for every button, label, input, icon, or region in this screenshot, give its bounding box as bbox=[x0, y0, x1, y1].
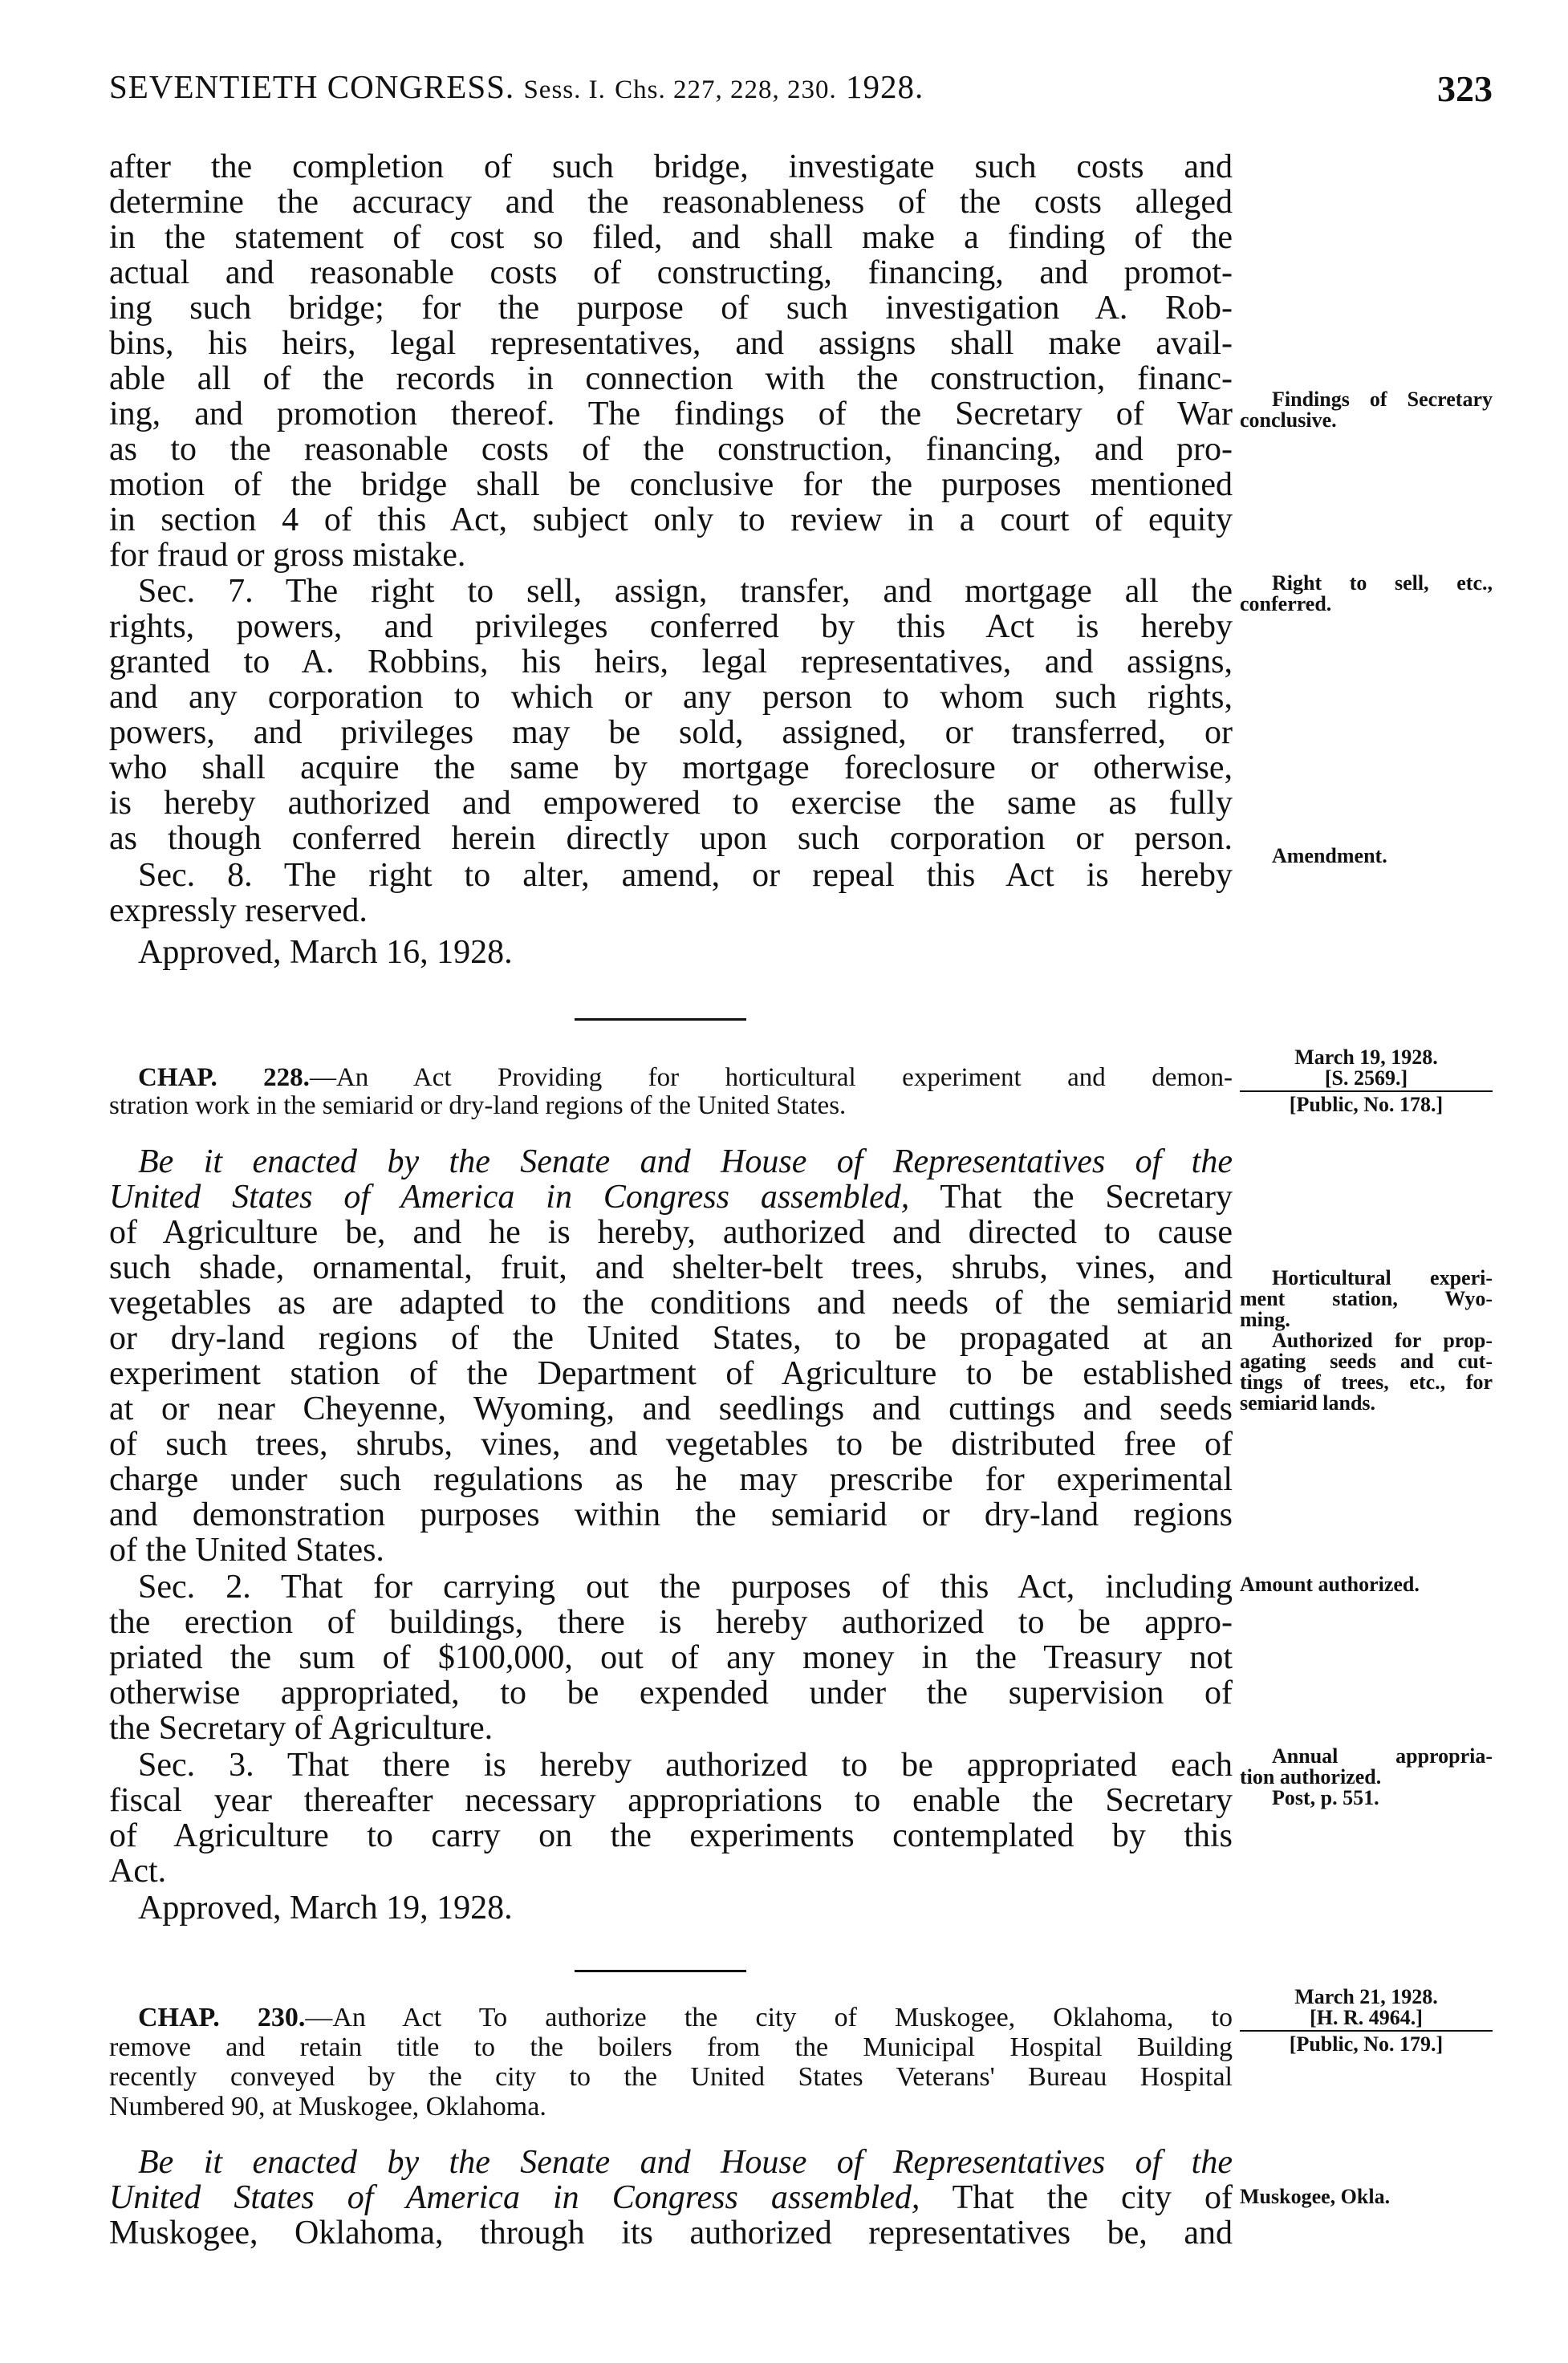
line-text: of such trees, shrubs, vines, and vegetables to be distributed free of bbox=[109, 1426, 1233, 1463]
text-line bbox=[109, 1321, 1233, 1356]
line-text: ing, and promotion thereof. The findings of the Secretary of War bbox=[109, 396, 1233, 432]
text-line bbox=[109, 2215, 1233, 2251]
text-line bbox=[109, 467, 1233, 502]
text-line bbox=[109, 1250, 1233, 1285]
line-text: Act. bbox=[109, 1853, 167, 1890]
text-line bbox=[109, 2032, 1233, 2062]
italic-text: Be it enacted by the Senate and House of Representatives of the bbox=[138, 2144, 1233, 2181]
line-text: and demonstration purposes within the semiarid or dry-land regions bbox=[109, 1496, 1233, 1533]
margin-note-line: ment station, Wyo- bbox=[1240, 1287, 1493, 1310]
text-line bbox=[109, 858, 1233, 893]
chapter-number: CHAP. 230. bbox=[138, 2003, 306, 2032]
margin-note-divider bbox=[1240, 1090, 1493, 1092]
margin-note-line: agating seeds and cut- bbox=[1240, 1350, 1493, 1373]
margin-note-line: Amendment. bbox=[1272, 844, 1387, 867]
paragraph-sec3 bbox=[109, 1748, 1233, 1889]
text-line bbox=[109, 1179, 1233, 1215]
text-line bbox=[109, 1569, 1233, 1605]
margin-note-annual bbox=[1240, 1746, 1493, 1809]
section-divider bbox=[575, 1970, 746, 1972]
margin-note-line: Amount authorized. bbox=[1240, 1573, 1420, 1596]
margin-note-horticultural bbox=[1240, 1268, 1493, 1414]
margin-note-divider bbox=[1240, 2030, 1493, 2032]
paragraph-approved1 bbox=[109, 935, 1233, 970]
line-text: recently conveyed by the city to the United States Veterans' Bureau Hospital bbox=[109, 2062, 1233, 2092]
text-line bbox=[109, 821, 1233, 856]
text-line bbox=[109, 1853, 1233, 1889]
text-line bbox=[109, 538, 1233, 573]
line-text: after the completion of such bridge, investigate such costs and bbox=[109, 148, 1233, 185]
line-text: such shade, ornamental, fruit, and shelter-belt trees, shrubs, vines, and bbox=[109, 1249, 1233, 1286]
text-line bbox=[109, 2062, 1233, 2092]
roman-text: That the Secretary bbox=[909, 1179, 1233, 1216]
line-text: experiment station of the Department of Agriculture to be established bbox=[109, 1355, 1233, 1392]
margin-note-line: Post, p. 551. bbox=[1272, 1786, 1379, 1809]
line-text: Sec. 2. That for carrying out the purposes of this Act, including bbox=[138, 1569, 1233, 1606]
text-line bbox=[109, 396, 1233, 432]
text-line bbox=[109, 1711, 1233, 1746]
line-text: remove and retain title to the boilers from the Municipal Hospital Building bbox=[109, 2032, 1233, 2062]
text-line bbox=[109, 2003, 1233, 2032]
paragraph-chap228 bbox=[109, 1064, 1233, 1120]
line-text: vegetables as are adapted to the conditions and needs of the semiarid bbox=[109, 1285, 1233, 1322]
text-line bbox=[109, 1427, 1233, 1462]
line-text: able all of the records in connection with the construction, financ- bbox=[109, 360, 1233, 397]
chapter-number: CHAP. 228. bbox=[138, 1063, 310, 1092]
paragraph-approved2 bbox=[109, 1890, 1233, 1926]
margin-note-line: tion authorized. bbox=[1240, 1765, 1382, 1788]
text-line bbox=[109, 680, 1233, 715]
roman-text: That the city of bbox=[920, 2179, 1233, 2216]
line-text: otherwise appropriated, to be expended under the supervision of bbox=[109, 1675, 1233, 1711]
line-text: CHAP. 228.—An Act Providing for horticultural experiment and demon- bbox=[138, 1063, 1233, 1092]
line-text: fiscal year thereafter necessary appropriations to enable the Secretary bbox=[109, 1782, 1233, 1819]
text-line bbox=[109, 644, 1233, 680]
italic-text: Be it enacted by the Senate and House of Representatives of the bbox=[138, 1143, 1233, 1180]
header-chapters: Chs. 227, 228, 230. bbox=[615, 75, 837, 104]
italic-text: United States of America in Congress assembled, bbox=[109, 2179, 920, 2216]
page-number: 323 bbox=[1437, 68, 1493, 109]
margin-note-date228 bbox=[1240, 1047, 1493, 1115]
line-text: the Secretary of Agriculture. bbox=[109, 1710, 494, 1747]
line-text: actual and reasonable costs of constructing, financing, and promot- bbox=[109, 254, 1233, 291]
line-text: charge under such regulations as he may prescribe for experimental bbox=[109, 1461, 1233, 1498]
line-text: ing such bridge; for the purpose of such investigation A. Rob- bbox=[109, 290, 1233, 327]
line-text: bins, his heirs, legal representatives, and assigns shall make avail- bbox=[109, 325, 1233, 362]
text-line bbox=[109, 361, 1233, 396]
paragraph-p1 bbox=[109, 149, 1233, 573]
line-text: and any corporation to which or any person to whom such rights, bbox=[109, 679, 1233, 716]
header-session: Sess. I. bbox=[523, 75, 606, 104]
paragraph-chap230 bbox=[109, 2003, 1233, 2121]
line-text: in section 4 of this Act, subject only to review in a court of equity bbox=[109, 501, 1233, 538]
line-text: of the United States. bbox=[109, 1532, 384, 1569]
text-line bbox=[109, 1092, 1233, 1120]
margin-note-line: March 19, 1928. bbox=[1294, 1045, 1438, 1069]
text-line bbox=[109, 1144, 1233, 1179]
text-line bbox=[109, 326, 1233, 361]
margin-note-line: semiarid lands. bbox=[1240, 1391, 1376, 1415]
running-header bbox=[109, 67, 1241, 106]
line-text: Muskogee, Oklahoma, through its authorized representatives be, and bbox=[109, 2215, 1233, 2251]
paragraph-sec7 bbox=[109, 574, 1233, 856]
paragraph-enact228 bbox=[109, 1144, 1233, 1568]
italic-text: United States of America in Congress assembled, bbox=[109, 1179, 910, 1216]
margin-note-line: Annual appropria- bbox=[1272, 1744, 1493, 1768]
text-line bbox=[109, 2145, 1233, 2180]
paragraph-sec8 bbox=[109, 858, 1233, 928]
text-line bbox=[109, 1748, 1233, 1783]
paragraph-sec2 bbox=[109, 1569, 1233, 1746]
text-line bbox=[109, 255, 1233, 290]
margin-note-line: March 21, 1928. bbox=[1294, 1985, 1438, 2008]
line-text: in the statement of cost so filed, and shall make a finding of the bbox=[109, 219, 1233, 256]
text-line bbox=[109, 220, 1233, 255]
margin-note-amount bbox=[1240, 1574, 1493, 1595]
margin-note-findings bbox=[1240, 389, 1493, 431]
text-line bbox=[109, 1890, 1233, 1926]
text-line bbox=[109, 715, 1233, 750]
text-line bbox=[109, 1285, 1233, 1321]
text-line bbox=[109, 149, 1233, 185]
text-line bbox=[109, 502, 1233, 538]
text-line bbox=[109, 893, 1233, 928]
text-line bbox=[109, 1462, 1233, 1497]
margin-note-line: Right to sell, etc., bbox=[1272, 571, 1493, 595]
line-text: Approved, March 19, 1928. bbox=[138, 1890, 513, 1927]
text-line bbox=[109, 2180, 1233, 2215]
line-text: determine the accuracy and the reasonableness of the costs alleged bbox=[109, 184, 1233, 221]
line-text: at or near Cheyenne, Wyoming, and seedlings and cuttings and seeds bbox=[109, 1391, 1233, 1427]
margin-note-line: Muskogee, Okla. bbox=[1240, 2185, 1391, 2208]
margin-note-muskogee bbox=[1240, 2186, 1493, 2207]
line-text: powers, and privileges may be sold, assigned, or transferred, or bbox=[109, 714, 1233, 751]
header-congress: SEVENTIETH CONGRESS. bbox=[109, 68, 515, 105]
line-text: Sec. 7. The right to sell, assign, transfer, and mortgage all the bbox=[138, 573, 1233, 610]
line-text: as though conferred herein directly upon such corporation or person. bbox=[109, 820, 1233, 857]
margin-note-line: conclusive. bbox=[1240, 408, 1337, 432]
margin-note-line: [S. 2569.] bbox=[1324, 1066, 1408, 1090]
text-line bbox=[109, 1818, 1233, 1853]
line-text: Approved, March 16, 1928. bbox=[138, 934, 513, 971]
text-line bbox=[109, 609, 1233, 644]
text-line bbox=[109, 1605, 1233, 1640]
line-text: stration work in the semiarid or dry-land regions of the United States. bbox=[109, 1091, 847, 1120]
line-text: Sec. 3. That there is hereby authorized to be appropriated each bbox=[138, 1747, 1233, 1784]
line-text: as to the reasonable costs of the construction, financing, and pro- bbox=[109, 431, 1233, 468]
margin-note-line: Findings of Secretary bbox=[1272, 388, 1493, 411]
text-line bbox=[109, 1640, 1233, 1675]
margin-note-right-to-sell bbox=[1240, 573, 1493, 615]
margin-note-line: Horticultural experi- bbox=[1272, 1266, 1493, 1289]
margin-note-line: conferred. bbox=[1240, 592, 1332, 615]
margin-note-line: [Public, No. 178.] bbox=[1289, 1093, 1444, 1116]
text-line bbox=[109, 1783, 1233, 1818]
text-line bbox=[109, 290, 1233, 326]
line-text: expressly reserved. bbox=[109, 892, 368, 929]
line-text: priated the sum of $100,000, out of any money in the Treasury not bbox=[109, 1639, 1233, 1676]
section-divider bbox=[575, 1018, 746, 1021]
line-text: Numbered 90, at Muskogee, Oklahoma. bbox=[109, 2092, 546, 2121]
margin-note-line: [H. R. 4964.] bbox=[1310, 2006, 1423, 2029]
text-line bbox=[109, 574, 1233, 609]
margin-note-amendment bbox=[1240, 846, 1493, 867]
line-text: of Agriculture to carry on the experiments contemplated by this bbox=[109, 1817, 1233, 1854]
line-text: of Agriculture be, and he is hereby, authorized and directed to cause bbox=[109, 1214, 1233, 1251]
line-text: or dry-land regions of the United States, to be propagated at an bbox=[109, 1320, 1233, 1357]
margin-note-line: [Public, No. 179.] bbox=[1289, 2032, 1444, 2056]
text-line bbox=[109, 750, 1233, 786]
line-text: CHAP. 230.—An Act To authorize the city of Muskogee, Oklahoma, to bbox=[138, 2003, 1233, 2032]
line-text: who shall acquire the same by mortgage foreclosure or otherwise, bbox=[109, 749, 1233, 786]
text-line bbox=[109, 185, 1233, 220]
margin-note-line: tings of trees, etc., for bbox=[1240, 1370, 1493, 1394]
margin-note-date230 bbox=[1240, 1987, 1493, 2055]
text-line bbox=[109, 1215, 1233, 1250]
text-line bbox=[109, 1533, 1233, 1568]
paragraph-enact230 bbox=[109, 2145, 1233, 2251]
text-line bbox=[109, 935, 1233, 970]
text-line bbox=[109, 1391, 1233, 1427]
text-line bbox=[109, 1064, 1233, 1092]
line-text: granted to A. Robbins, his heirs, legal representatives, and assigns, bbox=[109, 644, 1233, 680]
line-text: is hereby authorized and empowered to exercise the same as fully bbox=[109, 785, 1233, 822]
text-line bbox=[109, 1497, 1233, 1533]
text-line bbox=[109, 1675, 1233, 1711]
line-text: motion of the bridge shall be conclusive for the purposes mentioned bbox=[109, 466, 1233, 503]
line-text: the erection of buildings, there is hereby authorized to be appro- bbox=[109, 1604, 1233, 1641]
text-line bbox=[109, 786, 1233, 821]
margin-note-line: Authorized for prop- bbox=[1272, 1329, 1493, 1352]
header-year: 1928. bbox=[845, 68, 924, 105]
text-line bbox=[109, 432, 1233, 467]
line-text: Sec. 8. The right to alter, amend, or repeal this Act is hereby bbox=[138, 857, 1233, 894]
margin-note-line: ming. bbox=[1240, 1308, 1290, 1331]
text-line bbox=[109, 2092, 1233, 2121]
text-line bbox=[109, 1356, 1233, 1391]
line-text: for fraud or gross mistake. bbox=[109, 537, 466, 574]
line-text: rights, powers, and privileges conferred by this Act is hereby bbox=[109, 608, 1233, 645]
